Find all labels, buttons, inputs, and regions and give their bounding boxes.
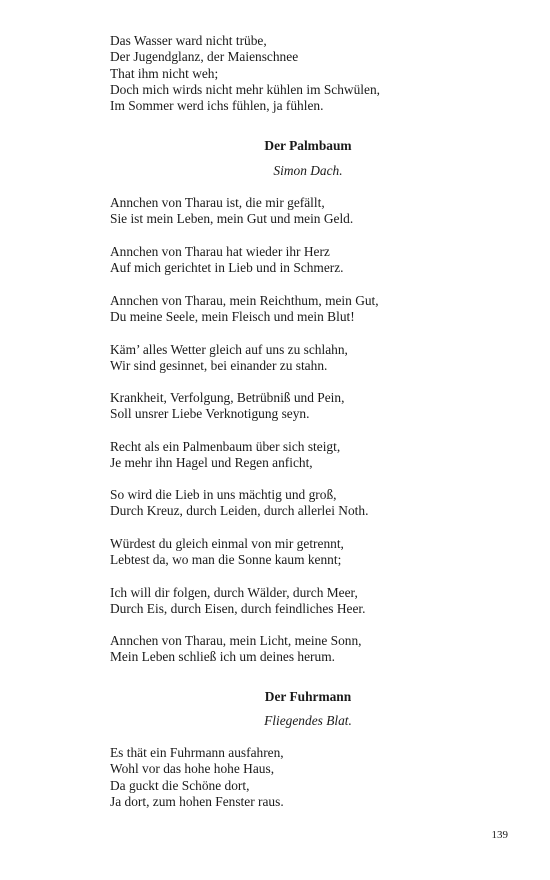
verse-line: Krankheit, Verfolgung, Betrübniß und Pein, [110, 390, 345, 405]
page-number: 139 [491, 829, 508, 841]
stanza [110, 633, 362, 666]
verse-line: Ich will dir folgen, durch Wälder, durch Meer, [110, 585, 358, 600]
poem-author: Fliegendes Blat. [264, 713, 352, 728]
verse-line: Sie ist mein Leben, mein Gut und mein Geld. [110, 211, 354, 227]
stanza [110, 536, 344, 569]
verse-line: Der Jugendglanz, der Maienschnee [110, 49, 299, 65]
verse-line: Wohl vor das hohe hohe Haus, [110, 761, 275, 777]
verse-line: Mein Leben schließ ich um deines herum. [110, 649, 335, 665]
stanza [110, 293, 379, 326]
poem-author: Simon Dach. [273, 163, 343, 178]
verse-line: Annchen von Tharau, mein Reichthum, mein Gut, [110, 293, 379, 308]
poem-title: Der Fuhrmann [264, 689, 352, 704]
verse-line: Durch Eis, durch Eisen, durch feindliches Heer. [110, 601, 366, 617]
verse-line: Annchen von Tharau ist, die mir gefällt, [110, 195, 325, 210]
stanza [110, 342, 348, 375]
stanza [110, 585, 365, 618]
verse-line: Soll unsrer Liebe Verknotigung seyn. [110, 406, 310, 422]
stanza [110, 195, 353, 228]
opening-stanza [110, 33, 380, 114]
verse-line: Das Wasser ward nicht trübe, [110, 33, 267, 48]
verse-line: So wird die Lieb in uns mächtig und groß, [110, 487, 337, 502]
verse-line: Im Sommer werd ichs fühlen, ja fühlen. [110, 98, 324, 114]
verse-line: Käm’ alles Wetter gleich auf uns zu schlahn, [110, 342, 348, 357]
verse-line: Annchen von Tharau hat wieder ihr Herz [110, 244, 330, 259]
verse-line: That ihm nicht weh; [110, 65, 219, 81]
verse-line: Doch mich wirds nicht mehr kühlen im Schwülen, [110, 81, 380, 97]
stanza [110, 439, 340, 472]
poem-title: Der Palmbaum [264, 138, 352, 153]
verse-line: Lebtest da, wo man die Sonne kaum kennt; [110, 552, 342, 568]
verse-line: Annchen von Tharau, mein Licht, meine Sonn, [110, 633, 362, 648]
verse-line: Durch Kreuz, durch Leiden, durch allerlei Noth. [110, 503, 369, 519]
verse-line: Da guckt die Schöne dort, [110, 777, 250, 793]
verse-line: Es thät ein Fuhrmann ausfahren, [110, 745, 284, 760]
stanza [110, 745, 284, 810]
stanza [110, 487, 368, 520]
verse-line: Je mehr ihn Hagel und Regen anficht, [110, 455, 313, 471]
stanza [110, 244, 344, 277]
verse-line: Würdest du gleich einmal von mir getrennt, [110, 536, 344, 551]
verse-line: Ja dort, zum hohen Fenster raus. [110, 793, 284, 809]
stanza [110, 390, 344, 423]
verse-line: Auf mich gerichtet in Lieb und in Schmerz. [110, 260, 344, 276]
verse-line: Wir sind gesinnet, bei einander zu stahn. [110, 358, 328, 374]
verse-line: Recht als ein Palmenbaum über sich steigt, [110, 439, 341, 454]
verse-line: Du meine Seele, mein Fleisch und mein Blut! [110, 309, 355, 325]
